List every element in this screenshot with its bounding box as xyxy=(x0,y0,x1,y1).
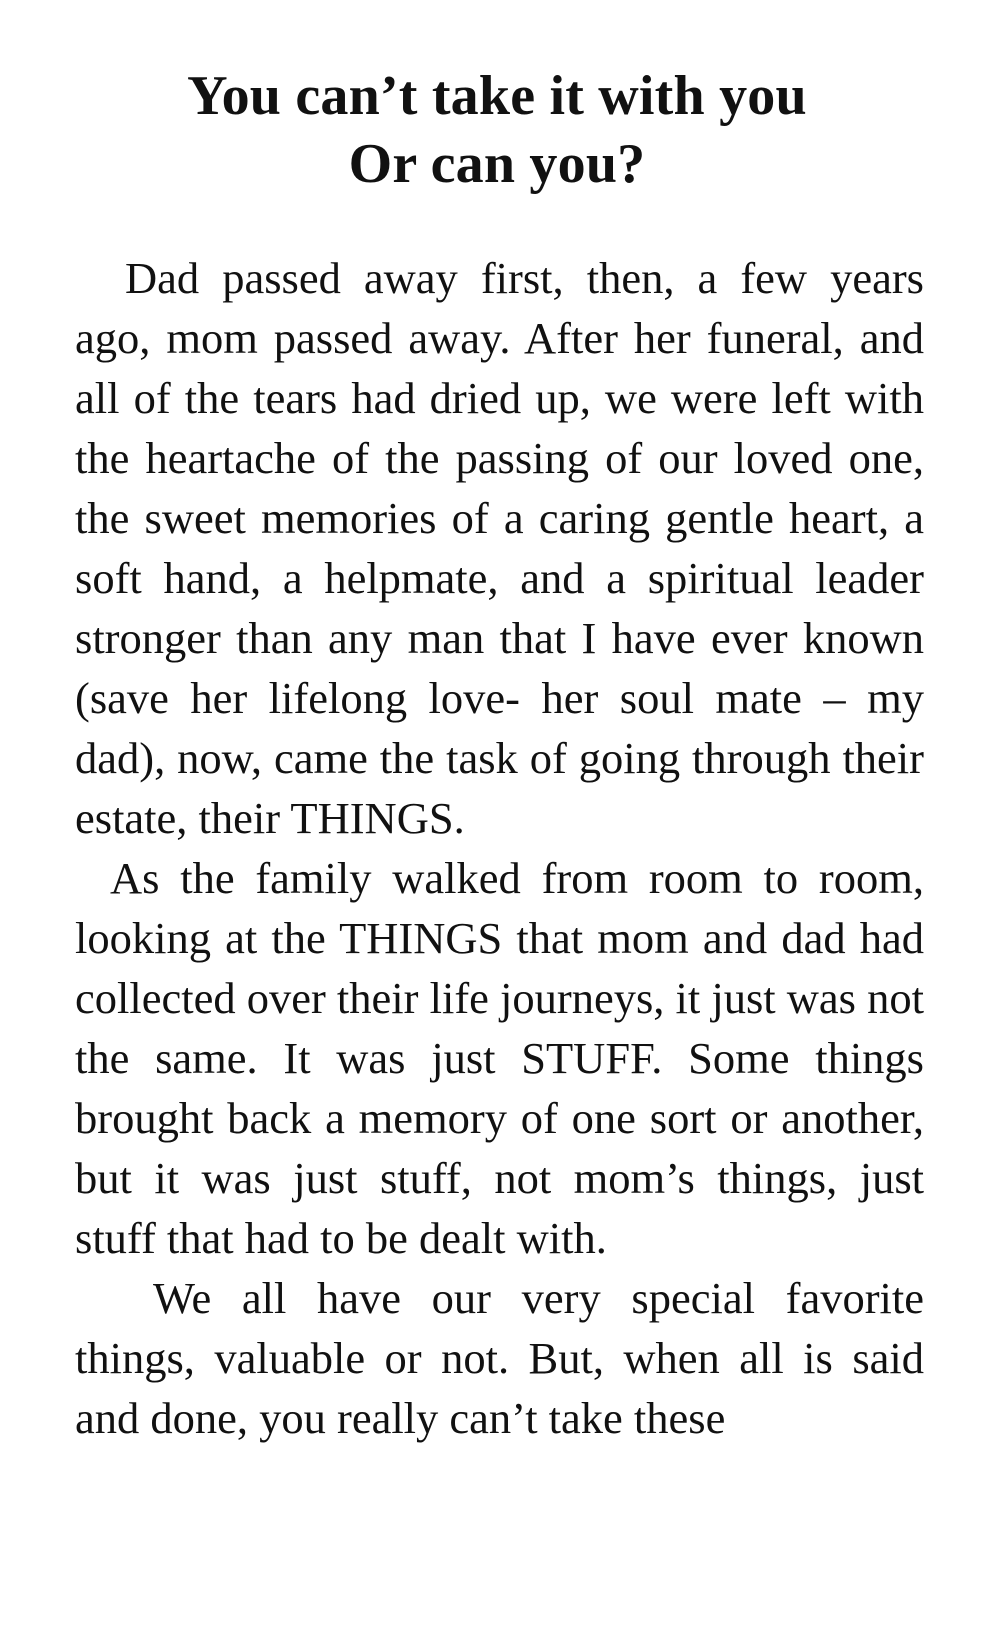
chapter-title xyxy=(0,62,994,198)
title-line-2: Or can you? xyxy=(348,133,646,195)
body-text xyxy=(75,248,924,1448)
paragraph-3: We all have our very special favorite things, valuable or not. But, when all is said and done, you really can’t take these xyxy=(75,1273,924,1443)
paragraph-2: As the family walked from room to room, looking at the THINGS that mom and dad had collected over their life journeys, it just was not the same. It was just STUFF. Some things brought back a memory of one sort or another, but it was just stuff, not mom’s things, just stuff that had to be dealt with. xyxy=(75,853,924,1263)
title-line-1: You can’t take it with you xyxy=(187,65,807,127)
paragraph-1: Dad passed away first, then, a few years ago, mom passed away. After her funeral, and all of the tears had dried up, we were left with the heartache of the passing of our loved one, the sweet memories of a caring gentle heart, a soft hand, a helpmate, and a spiritual leader stronger than any man that I have ever known (save her lifelong love- her soul mate – my dad), now, came the task of going through their estate, their THINGS. xyxy=(75,253,924,843)
